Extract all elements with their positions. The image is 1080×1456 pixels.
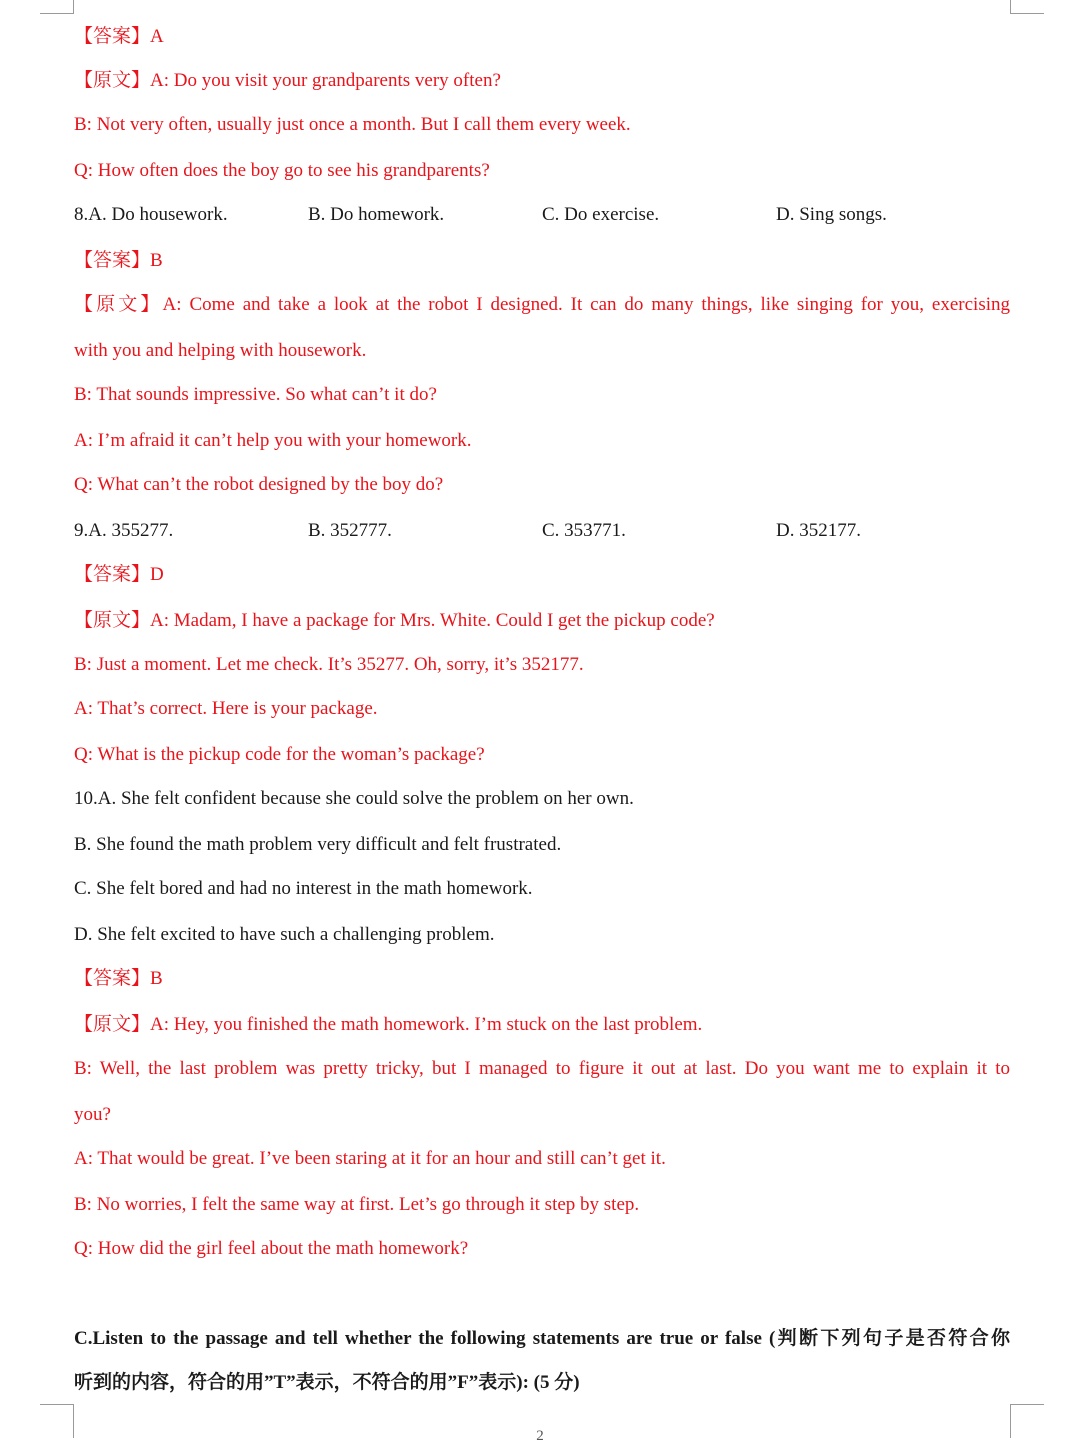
answer-10: 【答案】B — [74, 968, 163, 989]
crop-mark-bottom-left-h — [40, 1404, 74, 1405]
q8-option-d: D. Sing songs. — [776, 204, 887, 225]
crop-mark-bottom-right-h — [1010, 1404, 1044, 1405]
q9-option-a: 9.A. 355277. — [74, 520, 174, 541]
transcript-10-a2: A: That would be great. I’ve been staring at it for an hour and still can’t get it. — [74, 1148, 666, 1169]
transcript-8-b: B: That sounds impressive. So what can’t it do? — [74, 384, 437, 405]
q9-option-d: D. 352177. — [776, 520, 861, 541]
q10-option-a: 10.A. She felt confident because she could solve the problem on her own. — [74, 788, 634, 809]
q9-option-b: B. 352777. — [308, 520, 392, 541]
transcript-7-b: B: Not very often, usually just once a month. But I call them every week. — [74, 114, 631, 135]
section-c-heading-cont: 听到的内容，符合的用”T”表示，不符合的用”F”表示): (5 分) — [74, 1372, 580, 1393]
transcript-9-a: 【原文】A: Madam, I have a package for Mrs. White. Could I get the pickup code? — [74, 610, 715, 631]
crop-mark-top-left — [73, 0, 74, 13]
crop-mark-top-left-h — [40, 13, 74, 14]
transcript-10-b2: you? — [74, 1104, 111, 1125]
q8-option-b: B. Do homework. — [308, 204, 445, 225]
transcript-8-a3: A: I’m afraid it can’t help you with your homework. — [74, 430, 472, 451]
answer-7: 【答案】A — [74, 26, 164, 47]
q10-option-c: C. She felt bored and had no interest in the math homework. — [74, 878, 533, 899]
transcript-10-a: 【原文】A: Hey, you finished the math homework. I’m stuck on the last problem. — [74, 1014, 703, 1035]
answer-8: 【答案】B — [74, 250, 163, 271]
page-number: 2 — [536, 1428, 544, 1444]
transcript-8-a2: with you and helping with housework. — [74, 340, 367, 361]
answer-9: 【答案】D — [74, 564, 164, 585]
section-c-heading: C.Listen to the passage and tell whether the following statements are true or false (判断下列句子是否符合你 — [74, 1328, 1010, 1349]
transcript-10-b3: B: No worries, I felt the same way at first. Let’s go through it step by step. — [74, 1194, 640, 1215]
crop-mark-top-right-h — [1010, 13, 1044, 14]
transcript-9-a2: A: That’s correct. Here is your package. — [74, 698, 378, 719]
transcript-8-a1: 【原文】A: Come and take a look at the robot I designed. It can do many things, like singing for you, exercising — [74, 294, 1010, 315]
crop-mark-top-right — [1010, 0, 1011, 13]
q8-option-c: C. Do exercise. — [542, 204, 660, 225]
q9-option-c: C. 353771. — [542, 520, 626, 541]
transcript-7-question: Q: How often does the boy go to see his grandparents? — [74, 160, 490, 181]
q8-option-a: 8.A. Do housework. — [74, 204, 228, 225]
q10-option-d: D. She felt excited to have such a challenging problem. — [74, 924, 495, 945]
transcript-9-question: Q: What is the pickup code for the woman’s package? — [74, 744, 485, 765]
q10-option-b: B. She found the math problem very difficult and felt frustrated. — [74, 834, 562, 855]
transcript-10-b1: B: Well, the last problem was pretty tricky, but I managed to figure it out at last. Do you want me to explain it to — [74, 1058, 1010, 1079]
transcript-10-question: Q: How did the girl feel about the math homework? — [74, 1238, 469, 1259]
transcript-7-a: 【原文】A: Do you visit your grandparents very often? — [74, 70, 501, 91]
transcript-9-b: B: Just a moment. Let me check. It’s 35277. Oh, sorry, it’s 352177. — [74, 654, 584, 675]
transcript-8-question: Q: What can’t the robot designed by the boy do? — [74, 474, 444, 495]
